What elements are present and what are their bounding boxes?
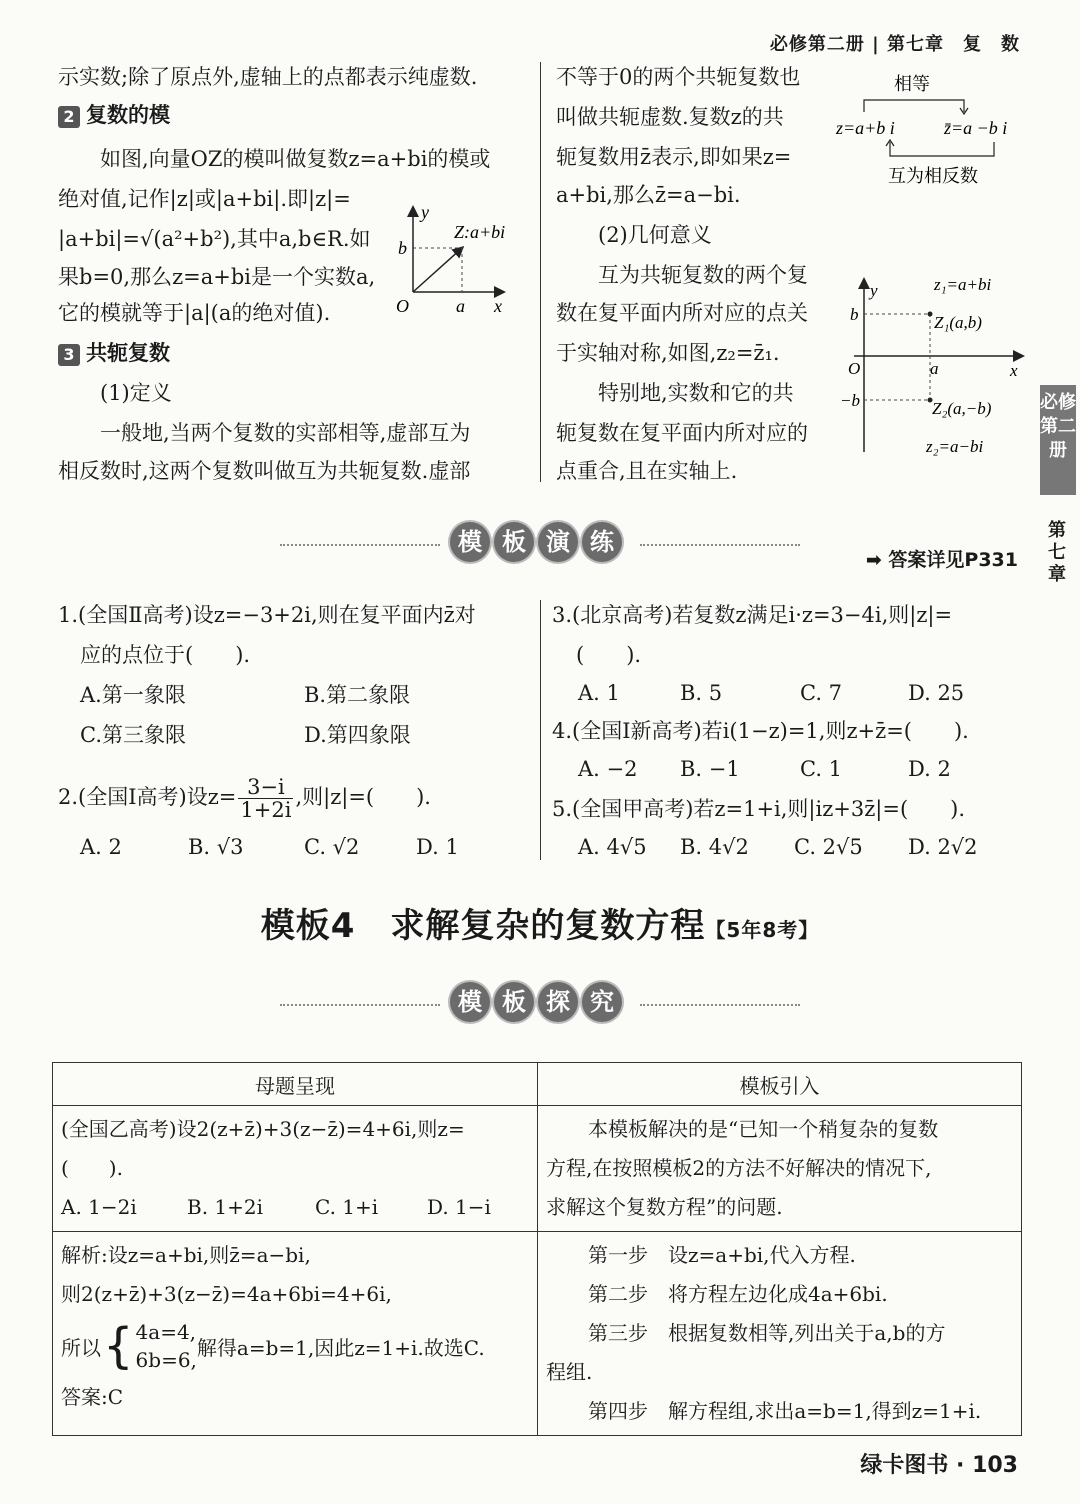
solution-line: 则2(z+z̄)+3(z−z̄)=4a+6bi=4+6i, — [61, 1282, 392, 1306]
text-line: a+bi,那么z̄=a−bi. — [556, 183, 741, 207]
dotted-rule — [280, 544, 440, 546]
conjugate-diagram — [832, 68, 1032, 190]
option: A. 1 — [578, 681, 620, 705]
text-line: 轭复数在复平面内所对应的 — [556, 421, 808, 445]
running-header: 必修第二册 | 第七章 复 数 — [769, 34, 1020, 55]
zbar-expression: z̄=a −b i — [944, 118, 1008, 138]
option: D. 2√2 — [908, 835, 978, 859]
option: D. 25 — [908, 681, 965, 705]
dotted-rule — [640, 544, 800, 546]
exercise-1-cont: 应的点位于( ). — [80, 643, 251, 667]
exercise-3: 3.(北京高考)若复数z满足i·z=3−4i,则|z|= — [552, 603, 953, 627]
intro-cell — [538, 1106, 1022, 1232]
section-heading-conjugate — [58, 338, 170, 368]
text-line: 互为共轭复数的两个复 — [598, 263, 808, 287]
exercise-5: 5.(全国甲高考)若z=1+i,则|iz+3z̄|=( ). — [552, 797, 966, 821]
answer-reference: ➡ 答案详见P331 — [865, 549, 1018, 571]
banner-char: 演 — [538, 522, 578, 562]
text-line: 点重合,且在实轴上. — [556, 459, 738, 483]
text-line: (2)几何意义 — [598, 223, 712, 247]
banner-char: 板 — [494, 522, 534, 562]
text-line: 相反数时,这两个复数叫做互为共轭复数.虚部 — [58, 459, 471, 483]
origin-label: O — [848, 359, 861, 378]
equation: 6b=6, — [135, 1348, 197, 1372]
option: D.第四象限 — [304, 723, 411, 747]
text-line: 它的模就等于|a|(a的绝对值). — [58, 301, 331, 325]
text-line: 绝对值,记作|z|或|a+bi|.即|z|= — [58, 187, 351, 211]
exercise-2-lead: 2.(全国Ⅰ高考)设z= — [58, 785, 237, 809]
dotted-rule — [280, 1004, 440, 1006]
tick-label-neg-b: −b — [840, 391, 860, 410]
option: B. −1 — [680, 757, 740, 781]
section-number-badge: 2 — [58, 106, 80, 128]
problem-line: ( ). — [61, 1156, 123, 1180]
fraction — [238, 776, 293, 821]
solution-system — [61, 1314, 529, 1378]
problem-cell — [53, 1106, 538, 1232]
step-line: 第三步 根据复数相等,列出关于a,b的方 — [588, 1321, 946, 1345]
option: B. 5 — [680, 681, 723, 705]
banner-char: 模 — [450, 982, 490, 1022]
axis-label-y: y — [870, 281, 878, 300]
step-line: 第二步 将方程左边化成4a+6bi. — [588, 1282, 888, 1306]
intro-line: 方程,在按照模板2的方法不好解决的情况下, — [546, 1156, 932, 1180]
template-title-tag: 【5年8考】 — [705, 918, 820, 942]
column-header: 模板引入 — [538, 1063, 1022, 1106]
text-line: 于实轴对称,如图,z₂=z̄₁. — [556, 341, 780, 365]
text-line: 果b=0,那么z=a+bi是一个实数a, — [58, 265, 376, 289]
page-footer: 绿卡图书 · 103 — [860, 1453, 1018, 1478]
section-number-badge: 3 — [58, 344, 80, 366]
point-label-z: Z:a+bi — [454, 222, 506, 242]
z-expression: z=a+b i — [836, 118, 895, 138]
tick-label-b: b — [398, 238, 407, 258]
solution-text: 解得a=b=1,因此z=1+i.故选C. — [196, 1335, 485, 1360]
equation: 4a=4, — [135, 1320, 197, 1344]
section-banner-explore — [0, 980, 1080, 1030]
dotted-rule — [640, 1004, 800, 1006]
problem-line: (全国乙高考)设2(z+z̄)+3(z−z̄)=4+6i,则z= — [61, 1117, 465, 1141]
text-line: 特别地,实数和它的共 — [598, 381, 794, 405]
answer-line: 答案:C — [61, 1385, 124, 1409]
tick-label-b: b — [850, 305, 859, 324]
solution-text: 所以 — [61, 1335, 101, 1360]
option: D. 1 — [416, 835, 459, 859]
option: A. 1−2i — [61, 1195, 137, 1219]
template-title-main: 模板4 求解复杂的复数方程 — [260, 906, 706, 946]
exercise-2 — [58, 776, 431, 821]
step-line: 程组. — [546, 1360, 593, 1384]
banner-char: 究 — [582, 982, 622, 1022]
option: B. 1+2i — [187, 1195, 264, 1219]
solution-cell — [53, 1232, 538, 1436]
template-table — [52, 1062, 1022, 1436]
option: C. √2 — [304, 835, 360, 859]
text-line: 如图,向量OZ的模叫做复数z=a+bi的模或 — [100, 147, 491, 171]
point-label-z2: Z₂(a,−b) — [932, 399, 992, 418]
option: A.第一象限 — [80, 683, 186, 707]
text-line: 数在复平面内所对应的点关 — [556, 301, 808, 325]
option: C. 7 — [800, 681, 843, 705]
text-line: 叫做共轭虚数.复数z的共 — [556, 105, 784, 129]
fraction-denominator: 1+2i — [240, 798, 292, 822]
banner-title — [450, 522, 622, 562]
origin-label: O — [396, 296, 409, 316]
section-title: 共轭复数 — [86, 341, 170, 365]
intro-line: 求解这个复数方程”的问题. — [546, 1195, 783, 1219]
exercise-3-cont: ( ). — [576, 643, 642, 667]
side-tab-book: 必修第二册 — [1040, 385, 1076, 495]
z2-expression: z₂=a−bi — [926, 437, 984, 456]
option: B. 4√2 — [680, 835, 749, 859]
step-line: 第四步 解方程组,求出a=b=1,得到z=1+i. — [588, 1399, 982, 1423]
opposite-label: 互为相反数 — [888, 166, 978, 187]
exercise-1: 1.(全国Ⅱ高考)设z=−3+2i,则在复平面内z̄对 — [58, 603, 476, 627]
steps-cell — [538, 1232, 1022, 1436]
option: B. √3 — [188, 835, 244, 859]
text-line: 不等于0的两个共轭复数也 — [556, 65, 801, 89]
option: A. 4√5 — [578, 835, 647, 859]
text-line: 示实数;除了原点外,虚轴上的点都表示纯虚数. — [58, 65, 478, 89]
column-divider — [540, 600, 541, 860]
option: D. 1−i — [427, 1195, 491, 1219]
z1-expression: z₁=a+bi — [934, 275, 992, 294]
equal-label: 相等 — [894, 74, 930, 95]
axis-label-x: x — [494, 296, 502, 316]
solution-line: 解析:设z=a+bi,则z̄=a−bi, — [61, 1243, 311, 1267]
banner-title — [450, 982, 622, 1022]
fraction-numerator: 3−i — [238, 776, 293, 799]
intro-line: 本模板解决的是“已知一个稍复杂的复数 — [588, 1117, 939, 1141]
exercise-2-tail: ,则|z|=( ). — [295, 785, 431, 809]
axis-label-y: y — [421, 202, 429, 222]
banner-char: 练 — [582, 522, 622, 562]
option: C. 1+i — [315, 1195, 379, 1219]
axis-label-x: x — [1010, 361, 1018, 380]
column-header: 母题呈现 — [53, 1063, 538, 1106]
equation-system — [136, 1318, 197, 1374]
text-line: (1)定义 — [100, 381, 172, 405]
tick-label-a: a — [456, 296, 465, 316]
tick-label-a: a — [930, 359, 939, 378]
complex-plane-figure — [388, 200, 528, 320]
conjugate-points-figure — [834, 270, 1030, 462]
point-label-z1: Z₁(a,b) — [934, 313, 982, 332]
banner-char: 板 — [494, 982, 534, 1022]
option: C.第三象限 — [80, 723, 186, 747]
problem-options — [61, 1188, 529, 1227]
text-line: 一般地,当两个复数的实部相等,虚部互为 — [100, 421, 471, 445]
text-line: |a+bi|=√(a²+b²),其中a,b∈R.如 — [58, 227, 371, 251]
option: A. 2 — [80, 835, 122, 859]
banner-char: 模 — [450, 522, 490, 562]
exercise-4: 4.(全国Ⅰ新高考)若i(1−z)=1,则z+z̄=( ). — [552, 719, 969, 743]
brace-icon: { — [103, 1318, 134, 1374]
option: B.第二象限 — [304, 683, 411, 707]
section-heading-modulus — [58, 100, 170, 130]
side-tab-chapter: 第七章 — [1048, 520, 1066, 585]
template-title — [0, 898, 1080, 947]
text-line: 轭复数用z̄表示,即如果z= — [556, 145, 792, 169]
column-divider — [540, 62, 541, 482]
option: A. −2 — [578, 757, 638, 781]
option: C. 2√5 — [794, 835, 863, 859]
option: C. 1 — [800, 757, 843, 781]
banner-char: 探 — [538, 982, 578, 1022]
section-title: 复数的模 — [86, 103, 170, 127]
step-line: 第一步 设z=a+bi,代入方程. — [588, 1243, 856, 1267]
option: D. 2 — [908, 757, 951, 781]
